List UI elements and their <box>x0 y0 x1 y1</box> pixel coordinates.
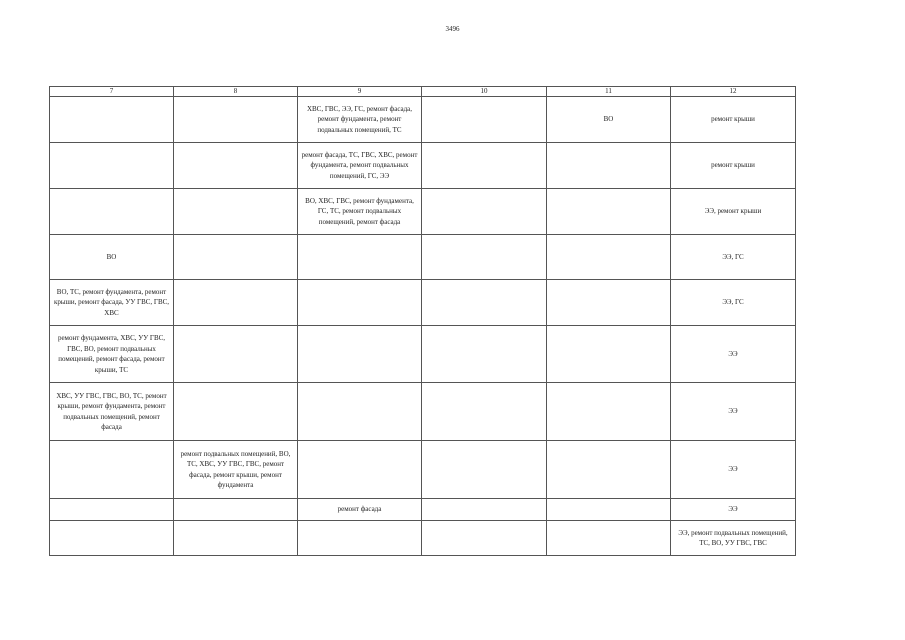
works-table <box>49 86 796 556</box>
table-cell <box>547 235 671 280</box>
column-header-7: 7 <box>50 87 174 97</box>
table-cell: ЭЭ <box>671 326 796 383</box>
column-header-10: 10 <box>422 87 547 97</box>
table-cell <box>50 441 174 499</box>
table-cell <box>422 441 547 499</box>
table-cell <box>422 280 547 326</box>
table-cell <box>422 235 547 280</box>
table-cell <box>174 97 298 143</box>
table-cell <box>174 383 298 441</box>
column-header-11: 11 <box>547 87 671 97</box>
table-cell <box>174 326 298 383</box>
table-cell: ремонт крыши <box>671 97 796 143</box>
table-cell <box>422 97 547 143</box>
table-row <box>50 326 796 383</box>
table-header-row <box>50 87 796 97</box>
table-cell <box>422 143 547 189</box>
table-cell <box>298 383 422 441</box>
table-cell <box>422 383 547 441</box>
table-cell: ремонт подвальных помещений, ВО, ТС, ХВС, УУ ГВС, ГВС, ремонт фасада, ремонт крыши, ремонт фундамента <box>174 441 298 499</box>
table-cell <box>547 499 671 521</box>
column-header-9: 9 <box>298 87 422 97</box>
table-cell <box>298 521 422 556</box>
table-cell <box>50 189 174 235</box>
column-header-8: 8 <box>174 87 298 97</box>
table-cell: ремонт фасада <box>298 499 422 521</box>
table-cell <box>547 189 671 235</box>
table-cell <box>174 521 298 556</box>
table-cell <box>547 280 671 326</box>
table-row <box>50 280 796 326</box>
table-cell <box>50 499 174 521</box>
table-cell: ЭЭ, ремонт подвальных помещений, ТС, ВО, УУ ГВС, ГВС <box>671 521 796 556</box>
table-cell <box>174 189 298 235</box>
table-cell: ХВС, ГВС, ЭЭ, ГС, ремонт фасада, ремонт фундамента, ремонт подвальных помещений, ТС <box>298 97 422 143</box>
table-cell: ремонт фасада, ТС, ГВС, ХВС, ремонт фундамента, ремонт подвальных помещений, ГС, ЭЭ <box>298 143 422 189</box>
table-cell: ХВС, УУ ГВС, ГВС, ВО, ТС, ремонт крыши, ремонт фундамента, ремонт подвальных помещений, ремонт фасада <box>50 383 174 441</box>
table-cell: ВО <box>547 97 671 143</box>
table-cell <box>422 499 547 521</box>
column-header-12: 12 <box>671 87 796 97</box>
table-cell: ЭЭ <box>671 383 796 441</box>
table-row <box>50 499 796 521</box>
table-cell <box>547 521 671 556</box>
table-cell <box>298 326 422 383</box>
table-cell <box>50 97 174 143</box>
table-cell <box>174 499 298 521</box>
table-cell <box>298 235 422 280</box>
table-cell: ВО <box>50 235 174 280</box>
table-row <box>50 189 796 235</box>
table-cell <box>422 326 547 383</box>
table-cell <box>174 143 298 189</box>
table-cell <box>547 383 671 441</box>
table-row <box>50 521 796 556</box>
table-cell: ЭЭ <box>671 441 796 499</box>
table-cell: ЭЭ, ремонт крыши <box>671 189 796 235</box>
table-cell <box>547 326 671 383</box>
table-cell <box>298 280 422 326</box>
table-cell <box>50 143 174 189</box>
table-cell: ЭЭ, ГС <box>671 280 796 326</box>
table-cell <box>547 143 671 189</box>
table-cell <box>174 280 298 326</box>
table-cell <box>422 521 547 556</box>
table-cell <box>50 521 174 556</box>
table-row <box>50 441 796 499</box>
table-cell <box>298 441 422 499</box>
table-cell: ремонт фундамента, ХВС, УУ ГВС, ГВС, ВО, ремонт подвальных помещений, ремонт фасада, ремонт крыши, ТС <box>50 326 174 383</box>
table-cell <box>422 189 547 235</box>
table-cell <box>174 235 298 280</box>
table-row <box>50 143 796 189</box>
table-cell <box>547 441 671 499</box>
page-number: 3496 <box>445 25 460 33</box>
table-row <box>50 383 796 441</box>
table-cell: ЭЭ, ГС <box>671 235 796 280</box>
table-cell: ЭЭ <box>671 499 796 521</box>
table-row <box>50 97 796 143</box>
table-cell: ВО, ТС, ремонт фундамента, ремонт крыши, ремонт фасада, УУ ГВС, ГВС, ХВС <box>50 280 174 326</box>
table-cell: ремонт крыши <box>671 143 796 189</box>
table-cell: ВО, ХВС, ГВС, ремонт фундамента, ГС, ТС, ремонт подвальных помещений, ремонт фасада <box>298 189 422 235</box>
table-row <box>50 235 796 280</box>
